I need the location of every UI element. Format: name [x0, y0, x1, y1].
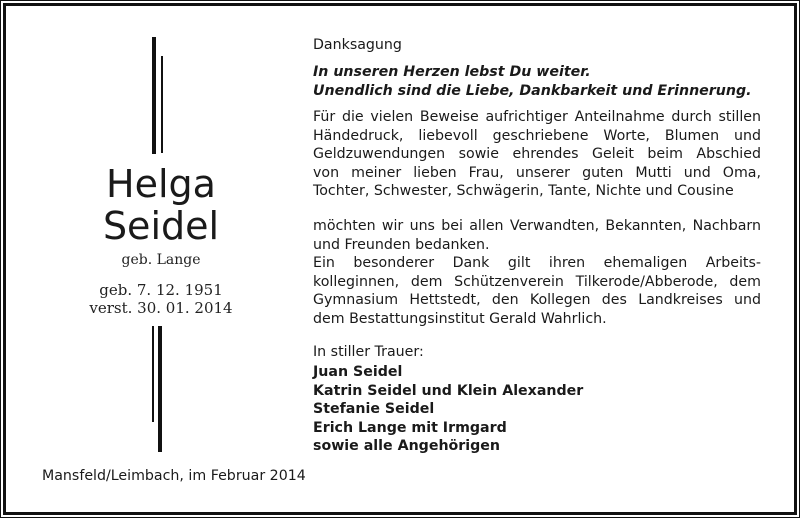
text-line: dem Bestattungsinstitut Gerald Wahrlich.: [313, 310, 607, 327]
text-line: kolleginnen, dem Schützenverein Tilkerode/Abberode, dem: [313, 273, 761, 290]
death-date: verst. 30. 01. 2014: [89, 299, 233, 317]
bottom-thick-bar: [158, 326, 162, 452]
text-line: und Freunden bedanken.: [313, 236, 490, 253]
mourner: Katrin Seidel und Klein Alexander: [313, 382, 584, 399]
birth-date: geb. 7. 12. 1951: [99, 281, 223, 299]
motto-line: In unseren Herzen lebst Du weiter.: [313, 64, 591, 80]
notice-heading: Danksagung: [313, 37, 402, 53]
text-line: möchten wir uns bei allen Verwandten, Bekannten, Nachbarn: [313, 218, 761, 234]
text-line: Für die vielen Beweise aufrichtiger Anteilnahme durch stillen: [313, 109, 761, 125]
birth-name: geb. Lange: [121, 252, 201, 268]
thanks-paragraph: [313, 108, 761, 201]
mourner: Erich Lange mit Irmgard: [313, 419, 507, 436]
first-name: Helga: [106, 162, 216, 206]
mourning-label: In stiller Trauer:: [313, 344, 424, 360]
text-line: Ein besonderer Dank gilt ihren ehemaligen Arbeits-: [313, 255, 761, 271]
mourner: Juan Seidel: [313, 364, 403, 380]
text-line: Gymnasium Hettstedt, den Kollegen des Landkreises und: [313, 292, 761, 308]
deceased-block: [41, 163, 281, 247]
text-line: Tochter, Schwester, Schwägerin, Tante, Nichte und Cousine: [313, 183, 734, 199]
bottom-thin-bar: [152, 326, 154, 422]
text-line: Geldzuwendungen sowie ehrendes Geleit beim Abschied: [313, 146, 761, 162]
place-and-date: Mansfeld/Leimbach, im Februar 2014: [42, 468, 306, 484]
text-line: von meiner lieben Frau, unserer guten Mutti und Oma,: [313, 164, 761, 181]
text-line: Händedruck, liebevoll geschriebene Worte, Blumen und: [313, 127, 761, 144]
motto: [313, 63, 761, 100]
mourner: sowie alle Angehörigen: [313, 438, 501, 454]
top-thick-bar: [152, 37, 156, 154]
top-thin-bar: [161, 56, 163, 153]
mourners-list: [313, 363, 761, 456]
motto-line: Unendlich sind die Liebe, Dankbarkeit und Erinnerung.: [313, 82, 752, 99]
last-name: Seidel: [102, 204, 220, 248]
thanks-paragraph-2: [313, 217, 761, 328]
mourner: Stefanie Seidel: [313, 401, 435, 417]
